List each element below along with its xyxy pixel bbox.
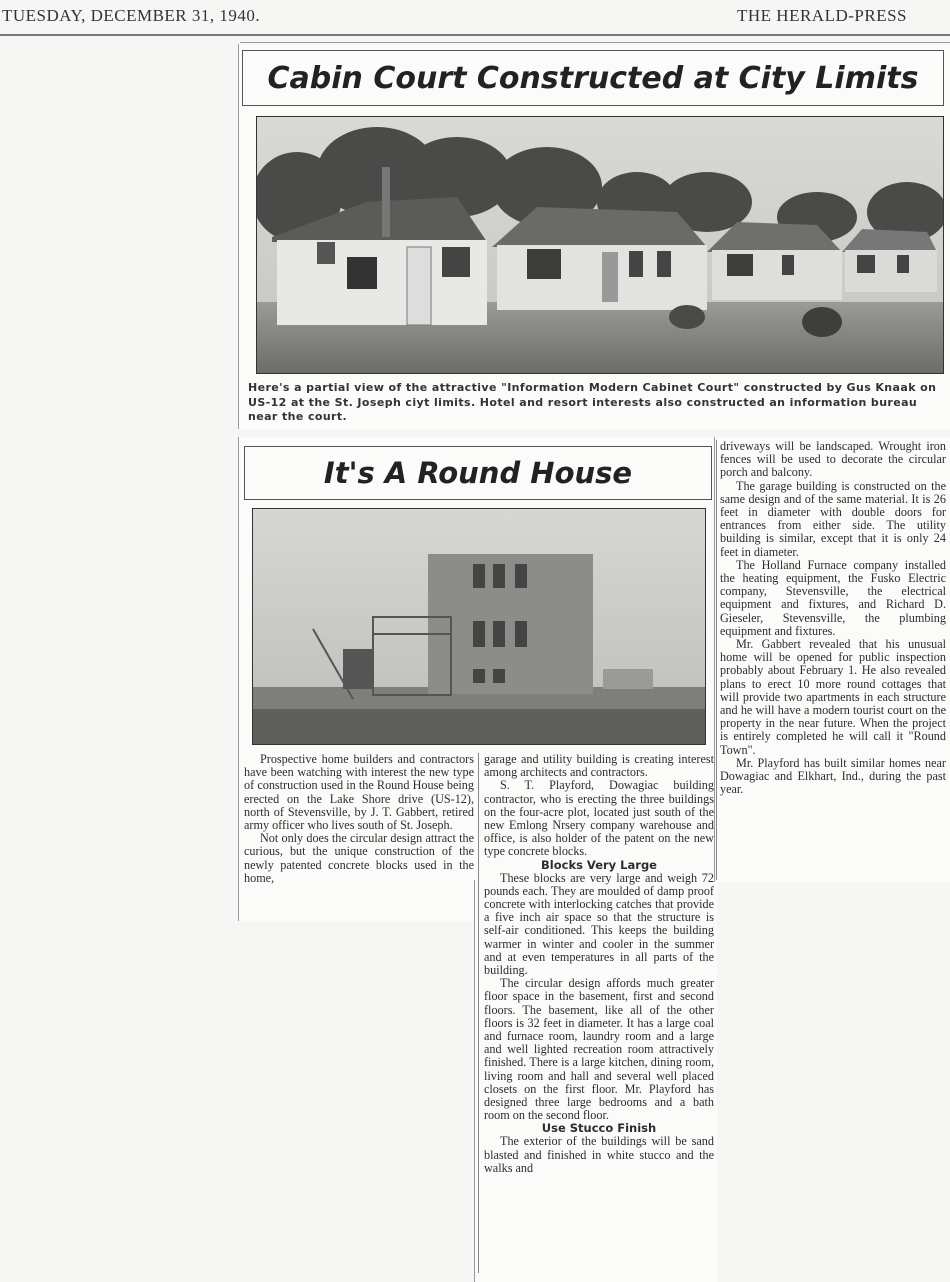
masthead-rule	[0, 34, 950, 36]
article-paragraph: Prospective home builders and contractors have been watching with interest the new type of construction used in the Round House being erected on the Lake Shore drive (US-12), north of Stevensville, by J. T. Gabbert, retired army officer who lives south of St. Joseph.	[244, 752, 474, 833]
round-house-photo	[252, 508, 706, 745]
round-house-column-3	[720, 440, 946, 796]
masthead-date: TUESDAY, DECEMBER 31, 1940.	[2, 6, 261, 25]
cabin-court-photo-graphic	[257, 117, 943, 373]
round-house-headline-text: It's A Round House	[323, 456, 633, 490]
round-house-column-1	[244, 753, 474, 885]
article-paragraph: The exterior of the buildings will be sand blasted and finished in white stucco and the walks and	[484, 1134, 714, 1175]
cabin-court-headline	[242, 50, 944, 106]
article-paragraph: driveways will be landscaped. Wrought iron fences will be used to decorate the circular porch and balcony.	[720, 439, 946, 480]
cabin-court-headline-text: Cabin Court Constructed at City Limits	[267, 60, 919, 96]
article-paragraph: garage and utility building is creating interest among architects and contractors.	[484, 752, 714, 780]
column-divider	[478, 753, 479, 1273]
article-paragraph: Mr. Playford has built similar homes near Dowagiac and Elkhart, Ind., during the past year.	[720, 755, 946, 797]
article-paragraph: Not only does the circular design attract the curious, but the unique construction of the newly patented concrete blocks used in the home,	[244, 831, 474, 885]
article-paragraph: These blocks are very large and weigh 72 pounds each. They are moulded of damp proof concrete with interlocking catches that provide a five inch air space so that the structure is self-air conditioned. This keeps the building warmer in winter and cooler in the summer and at even temperatures in all parts of the building.	[484, 870, 714, 978]
subhead-blocks-very-large: Blocks Very Large	[541, 857, 657, 872]
subhead-use-stucco-finish: Use Stucco Finish	[541, 1121, 657, 1136]
article-paragraph: The circular design affords much greater floor space in the basement, first and second floors. The basement, like all of the other floors is 32 feet in diameter. It has a large coal and furnace room, laundry room and a large and well lighted recreation room attractively finished. There is a large kitchen, dining room, living room and hall and several well placed closets on the first floor. Mr. Playford has designed three large bedrooms and a bath room on the second floor.	[484, 976, 714, 1123]
article-paragraph: S. T. Playford, Dowagiac building contractor, who is erecting the three buildings on the four-acre plot, located just south of the new Emlong Nrsery company warehouse and office, is also holder of the patent on the new type concrete blocks.	[484, 778, 714, 859]
clipping-top-rule	[240, 42, 950, 43]
article-paragraph: The garage building is constructed on the same design and of the same material. It is 26 feet in diameter with double doors for entrances from either side. The utility building is similar, except that it is only 24 feet in diameter.	[720, 478, 946, 559]
article-paragraph: Mr. Gabbert revealed that his unusual home will be opened for public inspection probably about February 1. He also revealed plans to erect 10 more round cottages that will provide two apartments in each structure and he will have a modern tourist court on the property in the near future. When the project is entirely completed he will call it "Round Town".	[720, 637, 946, 757]
cabin-court-photo	[256, 116, 944, 374]
column-divider	[716, 440, 717, 880]
article-paragraph: The Holland Furnace company installed the heating equipment, the Fusko Electric company, Stevensville, the electrical equipment and fixtures, and Richard D. Gieseler, Stevensville, the plumbing equipment and fixtures.	[720, 557, 946, 638]
cabin-court-caption: Here's a partial view of the attractive "Information Modern Cabinet Court" constructed by Gus Knaak on US-12 at the St. Joseph ciyt limits. Hotel and resort interests also constructed an information bureau near the court.	[248, 381, 937, 423]
round-house-column-2	[484, 753, 714, 1175]
round-house-headline	[244, 446, 712, 500]
round-house-photo-graphic	[253, 509, 705, 744]
masthead-paper-name: THE HERALD-PRESS	[737, 6, 907, 25]
